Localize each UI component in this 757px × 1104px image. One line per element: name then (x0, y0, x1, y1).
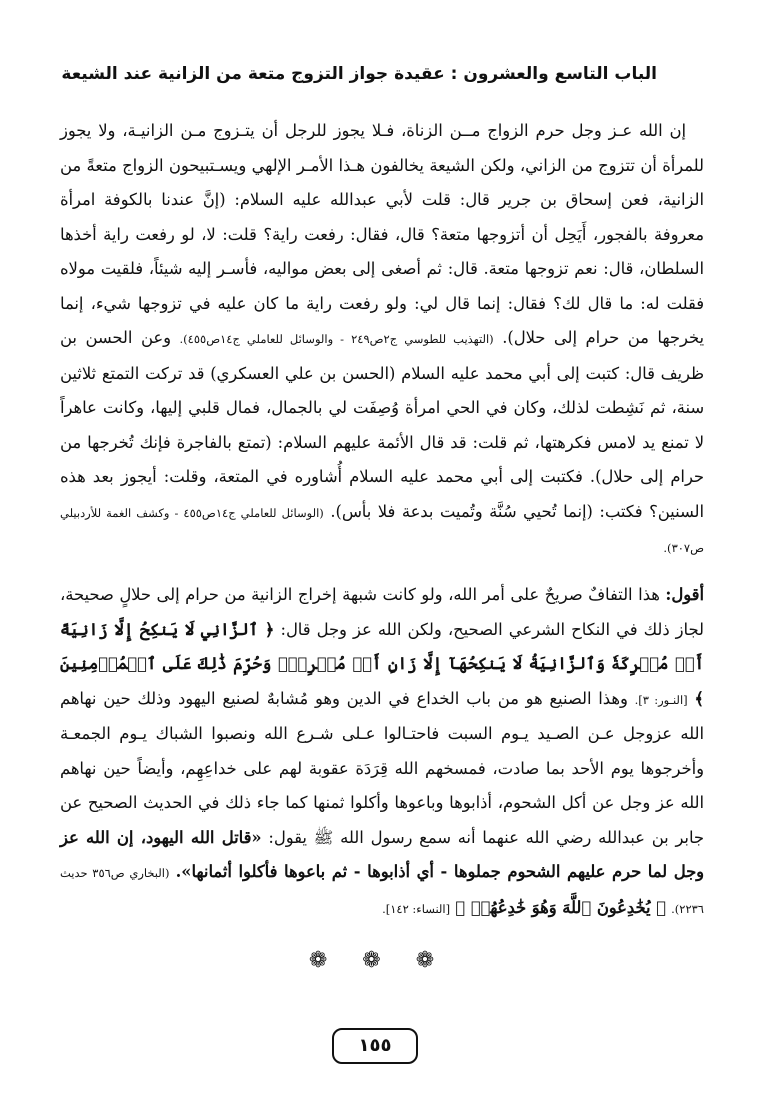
quran-verse-nur: ﴿ ٱلزَّانِي لَا يَنكِحُ إِلَّا زَانِيَةً أَوۡ مُشۡرِكَةٗ وَٱلزَّانِيَةُ لَا يَنكِحُهَآ إِلَّا زَانٍ أَوۡ مُشۡرِكٞۚ وَحُرِّمَ ذَٰلِكَ عَلَى ٱلۡمُؤۡمِنِينَ ﴾ (60, 619, 704, 708)
flower-separator: ❁ ❁ ❁ (308, 948, 449, 973)
paragraph-1 (60, 114, 704, 566)
paragraph-2-text-a: هذا التفافٌ صريحٌ على أمر الله، ولو كانت شبهة إخراج الزانية من حرام إلى حلالٍ صحيحة، لجاز ذلك في النكاح الشرعي الصحيح، ولكن الله عز وجل قال: (60, 585, 704, 639)
aqul-label: أقول: (665, 585, 704, 604)
paragraph-2-text-b: وهذا الصنيع هو من باب الخداع في الدين وهو مُشابهٌ لصنيع اليهود وذلك حين نهاهم الله عزوجل عـن الصـيد يـوم السبت فاحتـالوا عـلى شـرع الله ونصبوا الشباك يـوم الجمعـة وأخرجوها يوم الأحد بما صادت، فمسخهم الله قِرَدَة عقوبة لهم على خداعِهِم، وأيضاً حين نهاهم الله عز وجل عن أكل الشحوم، أذابوها وباعوها وأكلوا ثمنها كما جاء ذلك في الحديث الصحيح عن جابر بن عبدالله رضي الله عنهما أنه سمع رسول الله ﷺ يقول: (60, 688, 704, 847)
citation-nur: [النـور: ٣]. (634, 692, 688, 707)
paragraph-1-text-a: إن الله عـز وجل حرم الزواج مــن الزناة، فـلا يجوز للرجل أن يتـزوج مـن الزانيـة، ولا يجوز للمرأة أن تتزوج من الزاني، ولكن الشيعة يخالفون هـذا الأمـر الإلهي ويسـتبيحون الزواج متعةً من الزانية، فعن إسحاق بن جرير قال: قلت لأبي عبدالله عليه السلام: (إنَّ عندنا بالكوفة امرأة معروفة بالفجور، أَيَحِل أن أتزوجها متعة؟ قال، فقال: رفعت راية؟ قلت: لا، لو رفعت راية أخذها السلطان، قال: نعم تزوجها متعة. قال: ثم أصغى إلى بعض مواليه، فأسـر إليه شيئاً، فلقيت مولاه فقلت له: ما قال لك؟ فقال: إنما قال لي: ولو رفعت راية ما كان عليه في تزوجها شيء، إنما يخرجها من حرام إلى حلال). (60, 121, 704, 347)
quran-verse-nisa: ﴿ يُخَٰدِعُونَ ٱللَّهَ وَهُوَ خَٰدِعُهُمۡ ﴾ (455, 897, 666, 917)
citation-nisa: [النساء: ١٤٢]. (382, 901, 451, 916)
citation-bukhari: (البخاري ص٣٥٦ حديث ٢٢٣٦). (60, 866, 704, 916)
citation-wasail: (الوسائل للعاملي ج١٤ص٤٥٥ - وكشف الغمة للأردبيلي ص٣٠٧). (60, 505, 704, 555)
paragraph-2 (60, 578, 704, 926)
chapter-title: الباب التاسع والعشرون : عقيدة جواز التزوج متعة من الزانية عند الشيعة (61, 64, 657, 84)
citation-tahdhib: (التهذيب للطوسي ج٢ص٢٤٩ - والوسائل للعاملي ج١٤ص٤٥٥). (179, 332, 494, 346)
paragraph-1-text-b: وعن الحسن بن ظريف قال: كتبت إلى أبي محمد عليه السلام (الحسن بن علي العسكري) قد تركت التمتع ثلاثين سنة، ثم نَشِطت لذلك، وكان في الحي امرأة وُصِفَت لي بالجمال، فمال قلبي إليها، وكانت عاهراً لا تمنع يد لامس فكرهتها، ثم قلت: قد قال الأئمة عليهم السلام: (تمتع بالفاجرة فإنك تُخرجها من حرام إلى حلال). فكتبت إلى أبي محمد عليه السلام أُشاوره في المتعة، وقلت: أيجوز بعد هذه السنين؟ فكتب: (إنما تُحيي سُنَّة وتُميت بدعة فلا بأس). (60, 328, 705, 521)
hadith-quote: «قاتل الله اليهود، إن الله عز وجل لما حرم عليهم الشحوم جملوها - أي أذابوها - ثم باعوها فأكلوا أثمانها». (60, 827, 704, 881)
page-number: ١٥٥ (332, 1028, 418, 1064)
